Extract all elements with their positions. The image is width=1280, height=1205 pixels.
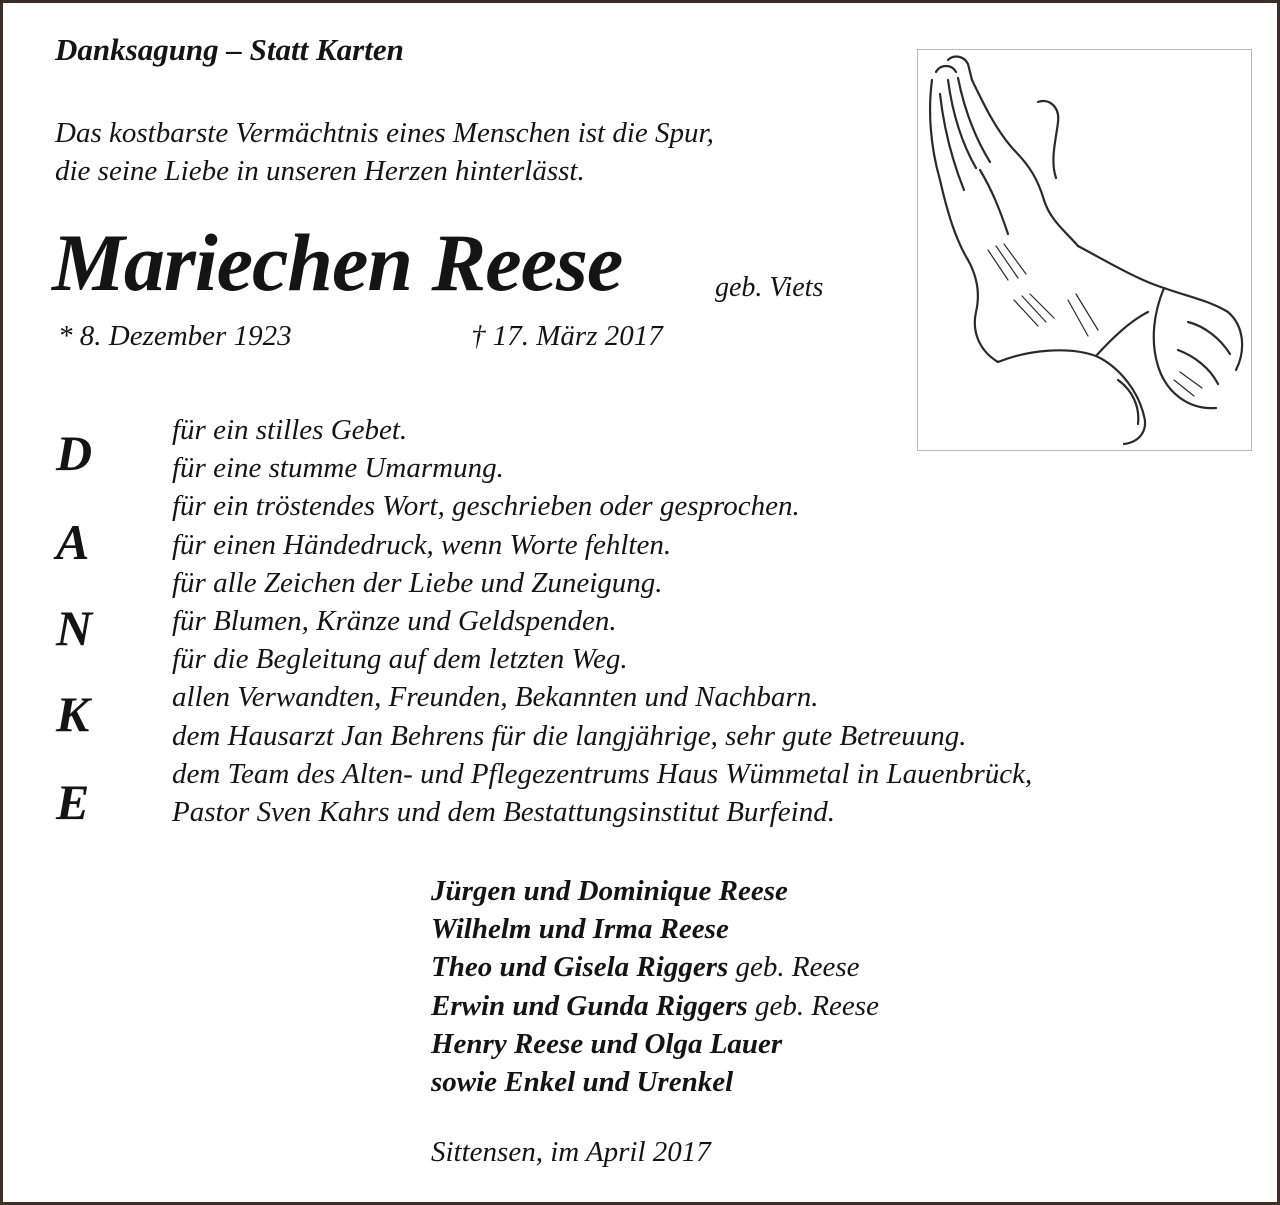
danke-letter: E: [56, 774, 90, 830]
thanks-line: dem Team des Alten- und Pflegezentrums Haus Wümmetal in Lauenbrück,: [172, 757, 1033, 790]
danke-letter: N: [56, 600, 93, 656]
family-name: Theo und Gisela Riggers: [431, 951, 729, 984]
thanks-line: allen Verwandten, Freunden, Bekannten und Nachbarn.: [172, 681, 819, 714]
family-note: geb. Reese: [754, 989, 879, 1022]
family-signatures: [431, 872, 879, 1101]
thanks-line: Pastor Sven Kahrs und dem Bestattungsinstitut Burfeind.: [172, 796, 835, 829]
notice-heading: Danksagung – Statt Karten: [55, 32, 404, 67]
family-name: sowie Enkel und Urenkel: [431, 1066, 734, 1099]
family-entry: [431, 1063, 879, 1101]
danke-letter: A: [56, 514, 90, 570]
thanks-line: für eine stumme Umarmung.: [172, 452, 504, 485]
death-date: † 17. März 2017: [471, 320, 663, 352]
danke-letter: D: [56, 425, 93, 481]
family-entry: [431, 910, 879, 948]
family-name: Erwin und Gunda Riggers: [431, 989, 748, 1022]
family-entry: [431, 948, 879, 986]
family-name: Wilhelm und Irma Reese: [431, 913, 729, 946]
family-name: Jürgen und Dominique Reese: [431, 875, 788, 907]
place-date: Sittensen, im April 2017: [431, 1136, 711, 1168]
motto-quote: [55, 114, 714, 190]
thanks-line: für die Begleitung auf dem letzten Weg.: [172, 643, 628, 676]
family-entry: [431, 872, 879, 910]
danke-letter: K: [56, 686, 90, 742]
thanks-line: für ein tröstendes Wort, geschrieben oder gesprochen.: [172, 490, 800, 523]
family-entry: [431, 1025, 879, 1063]
birth-date: * 8. Dezember 1923: [58, 320, 292, 352]
motto-line: Das kostbarste Vermächtnis eines Menschen ist die Spur,: [55, 117, 714, 149]
thanks-line: für einen Händedruck, wenn Worte fehlten.: [172, 528, 672, 561]
deceased-name: Mariechen Reese: [52, 217, 623, 308]
motto-line: die seine Liebe in unseren Herzen hinterlässt.: [55, 155, 585, 187]
praying-hands-icon: [917, 49, 1252, 451]
family-name: Henry Reese und Olga Lauer: [431, 1027, 783, 1060]
thanks-list: [172, 411, 1032, 831]
thanks-line: für ein stilles Gebet.: [172, 414, 408, 446]
maiden-name: geb. Viets: [715, 272, 824, 303]
family-entry: [431, 987, 879, 1025]
thanks-line: für alle Zeichen der Liebe und Zuneigung.: [172, 566, 663, 599]
family-note: geb. Reese: [735, 951, 860, 984]
thanks-line: dem Hausarzt Jan Behrens für die langjährige, sehr gute Betreuung.: [172, 719, 967, 752]
thanks-line: für Blumen, Kränze und Geldspenden.: [172, 605, 617, 638]
